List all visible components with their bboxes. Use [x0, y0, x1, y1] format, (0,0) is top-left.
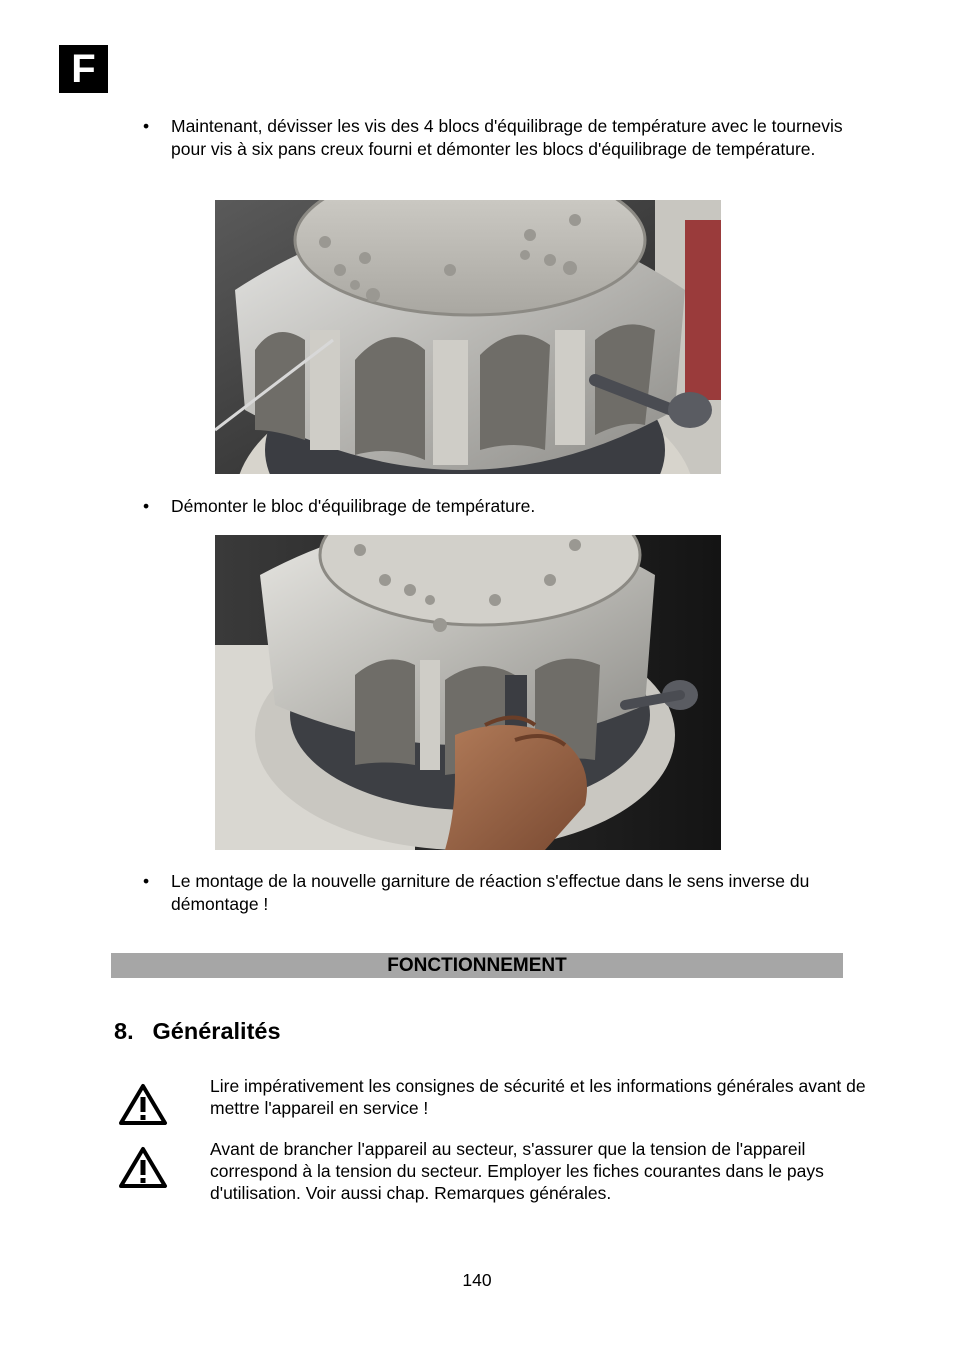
- instruction-bullet: [143, 870, 843, 915]
- warning-triangle-icon: [118, 1146, 168, 1190]
- instruction-bullet: [143, 115, 843, 183]
- bullet-symbol: •: [143, 871, 150, 891]
- bullet-text: Maintenant, dévisser les vis des 4 blocs d'équilibrage de température avec le tournevis pour vis à six pans creux fourni et démonter les blocs d'équilibrage de température.: [171, 116, 843, 159]
- bullet-symbol: •: [143, 116, 150, 136]
- bullet-text: Le montage de la nouvelle garniture de réaction s'effectue dans le sens inverse du démontage !: [171, 871, 810, 914]
- bullet-text: Démonter le bloc d'équilibrage de température.: [171, 496, 536, 516]
- bullet-symbol: •: [143, 496, 150, 516]
- section-bar: FONCTIONNEMENT: [111, 953, 843, 978]
- photo-removing-block: [215, 535, 721, 850]
- warning-triangle-icon: [118, 1083, 168, 1127]
- chapter-number: 8.: [114, 1018, 134, 1044]
- warning-text: Avant de brancher l'appareil au secteur, s'assurer que la tension de l'appareil correspond à la tension du secteur. Employer les fiches courantes dans le pays d'utilisation. Voir aussi chap. Remarques générales.: [210, 1139, 824, 1203]
- chapter-heading: [114, 1016, 281, 1046]
- warning-text: Lire impérativement les consignes de sécurité et les informations générales avant de mettre l'appareil en service !: [210, 1076, 866, 1118]
- chapter-title: Généralités: [152, 1018, 281, 1044]
- photo-unscrewing-blocks: [215, 200, 721, 474]
- instruction-bullet: [143, 495, 843, 518]
- page-number: 140: [462, 1270, 492, 1290]
- language-tab: F: [59, 45, 108, 93]
